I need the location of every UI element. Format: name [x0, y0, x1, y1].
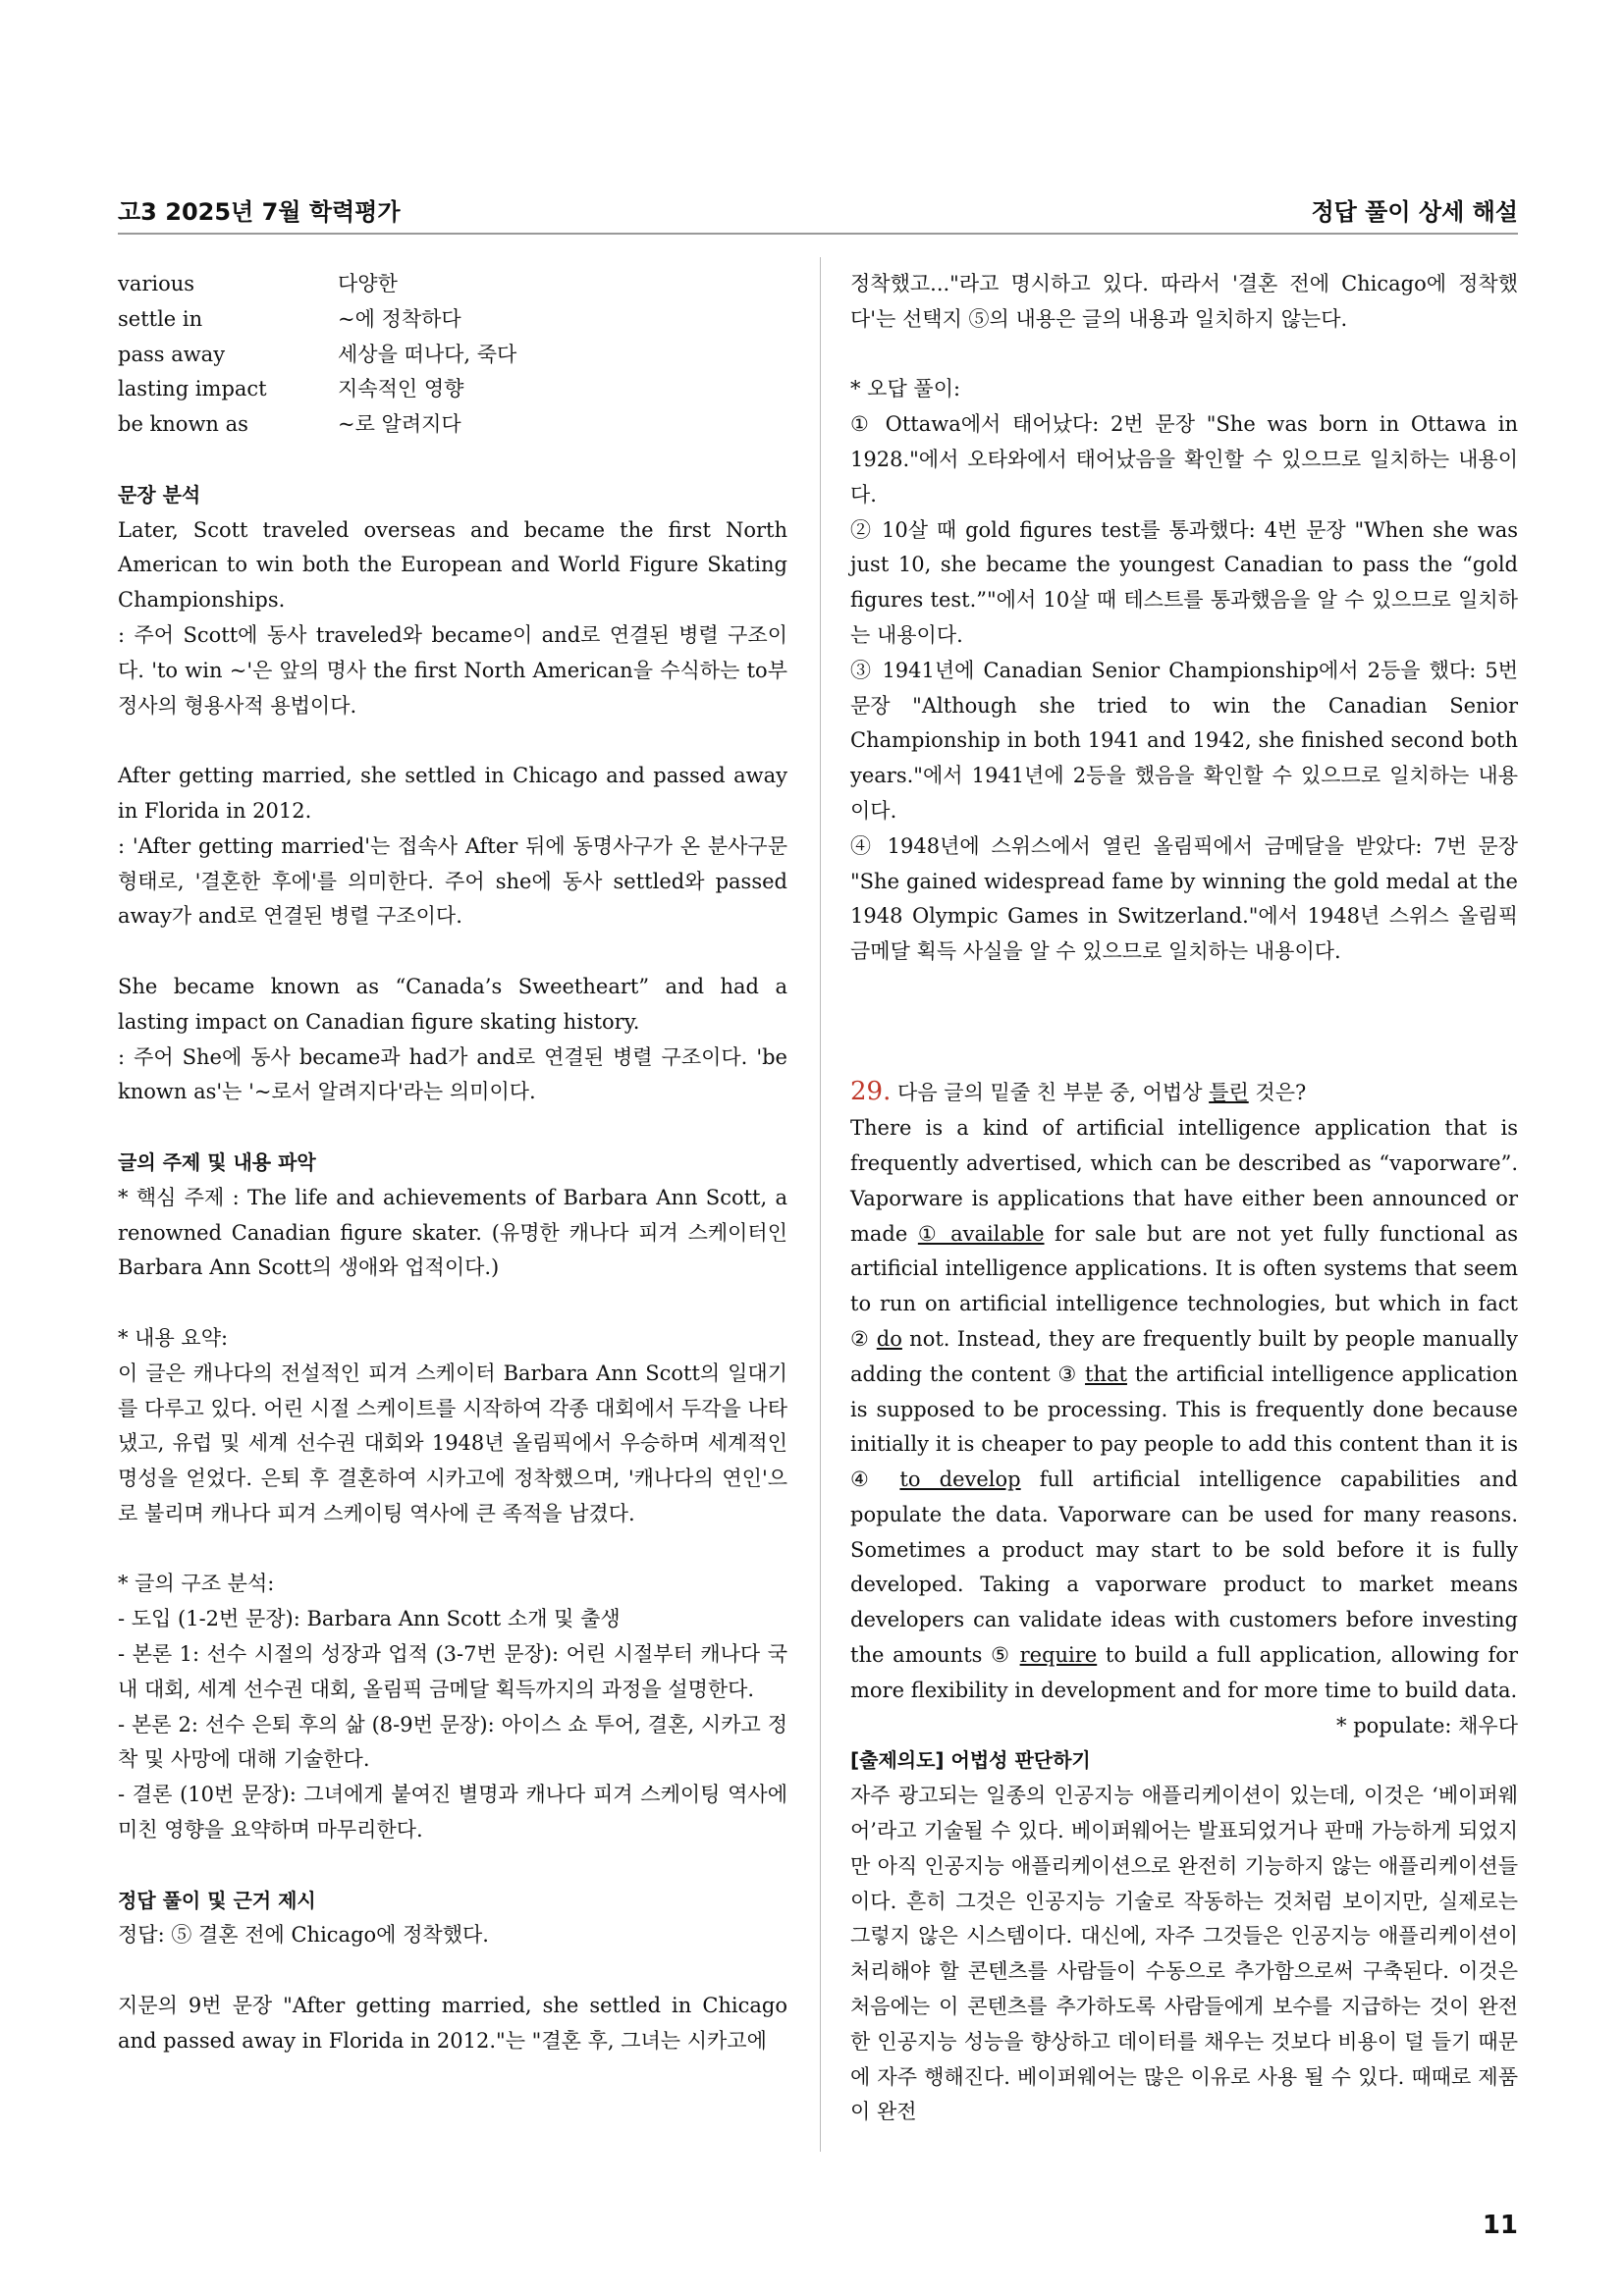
wrong-answer-item: ③ 1941년에 Canadian Senior Championship에서 2등을 했다: 5번 문장 "Although she tried to win the Canadian Senior Championship in both 1941 and 1942, she finished second both years."에서 1941년에 2등을 했음을 확인할 수 있으므로 일치하는 내용이다.	[850, 658, 1518, 823]
analysis-note: : 'After getting married'는 접속사 After 뒤에 동명사구가 온 분사구문 형태로, '결혼한 후에'를 의미한다. 주어 she에 동사 settled와 passed away가 and로 연결된 병렬 구조이다.	[118, 833, 787, 929]
vocab-meaning: 다양한	[338, 272, 398, 295]
passage-text: the artificial intelligence application is supposed to be processing. This is frequently done because initially it is cheaper to pay people to add this content than it is ④	[850, 1362, 1518, 1492]
column-divider	[820, 257, 821, 2152]
passage-text: for sale but are not yet fully functional as artificial intelligence applications. It is often systems that seem to run on artificial intelligence technologies, but which in fact ②	[850, 1221, 1518, 1351]
answer-explanation-continued: 정착했고..."라고 명시하고 있다. 따라서 '결혼 전에 Chicago에 정착했다'는 선택지 ⑤의 내용은 글의 내용과 일치하지 않는다.	[850, 272, 1518, 331]
vocab-meaning: 세상을 떠나다, 죽다	[338, 342, 517, 366]
core-theme: * 핵심 주제 : The life and achievements of Barbara Ann Scott, a renowned Canadian figure skater. (유명한 캐나다 피겨 스케이터인 Barbara Ann Scott의 생애와 업적이다.)	[118, 1185, 787, 1280]
question-prompt-emphasis: 틀린	[1209, 1081, 1249, 1105]
analysis-note: : 주어 She에 동사 became과 had가 and로 연결된 병렬 구조이다. 'be known as'는 '~로서 알려지다'라는 의미이다.	[118, 1044, 787, 1104]
analysis-note: : 주어 Scott에 동사 traveled와 became이 and로 연결된 병렬 구조이다. 'to win ~'은 앞의 명사 the first North American을 수식하는 to부정사의 형용사적 용법이다.	[118, 622, 787, 718]
underlined-choice-4: to develop	[899, 1468, 1021, 1492]
question-29-prompt	[850, 1075, 1518, 1111]
underlined-choice-1: ① available	[917, 1221, 1045, 1246]
translation-text: 자주 광고되는 일종의 인공지능 애플리케이션이 있는데, 이것은 ‘베이퍼웨어’라고 기술될 수 있다. 베이퍼웨어는 발표되었거나 판매 가능하게 되었지만 아직 인공지능 애플리케이션으로 완전히 기능하지 않는 애플리케이션들이다. 흔히 그것은 인공지능 기술로 작동하는 것처럼 보이지만, 실제로는 그렇지 않은 시스템이다. 대신에, 자주 그것들은 인공지능 애플리케이션이 처리해야 할 콘텐츠를 사람들이 수동으로 추가함으로써 구축된다. 이것은 처음에는 이 콘텐츠를 추가하도록 사람들에게 보수를 지급하는 것이 완전한 인공지능 성능을 향상하고 데이터를 채우는 것보다 비용이 덜 들기 때문에 자주 행해진다. 베이퍼웨어는 많은 이유로 사용 될 수 있다. 때때로 제품이 완전	[850, 1784, 1518, 2124]
vocab-item	[118, 372, 787, 407]
question-prompt-text: 것은?	[1248, 1081, 1307, 1105]
structure-item: - 도입 (1-2번 문장): Barbara Ann Scott 소개 및 출생	[118, 1607, 621, 1631]
vocab-item	[118, 407, 787, 443]
vocab-item	[118, 267, 787, 302]
question-prompt-text: 다음 글의 밑줄 친 부분 중, 어법상	[891, 1081, 1210, 1105]
document-title: 고3 2025년 7월 학력평가	[118, 198, 401, 226]
passage-text: There is a kind of artificial intelligence application that is frequently advertised, which can be described as “vaporware”. Vaporware is applications that have either been announced or made	[850, 1116, 1518, 1246]
sentence-analysis-heading: 문장 분석	[118, 482, 201, 507]
passage-text: full artificial intelligence capabilities and populate the data. Vaporware can be used for many reasons. Sometimes a product may start to be sold before it is fully developed. Taking a vaporware product to market means developers can validate ideas with customers before investing the amounts ⑤	[850, 1468, 1518, 1668]
underlined-choice-3: that	[1085, 1362, 1127, 1386]
right-column	[850, 267, 1518, 2130]
wrong-answer-item: ② 10살 때 gold figures test를 통과했다: 4번 문장 "When she was just 10, she became the youngest Canadian to pass the “gold figures test.”"에서 10살 때 테스트를 통과했음을 알 수 있으므로 일치하는 내용이다.	[850, 517, 1518, 647]
vocab-term: be known as	[118, 412, 248, 437]
vocab-meaning: 지속적인 영향	[338, 377, 464, 401]
answer-line: 정답: ⑤ 결혼 전에 Chicago에 정착했다.	[118, 1923, 489, 1948]
vocab-item	[118, 338, 787, 373]
answer-heading: 정답 풀이 및 근거 제시	[118, 1888, 316, 1912]
footnote: * populate: 채우다	[1336, 1713, 1518, 1737]
structure-item: - 본론 1: 선수 시절의 성장과 업적 (3-7번 문장): 어린 시절부터 캐나다 국내 대회, 세계 선수권 대회, 올림픽 금메달 획득까지의 과정을 설명한다.	[118, 1642, 787, 1701]
vocab-term: pass away	[118, 342, 226, 366]
summary-label: * 내용 요약:	[118, 1325, 229, 1350]
wrong-answer-label: * 오답 풀이:	[850, 377, 961, 401]
document-subtitle: 정답 풀이 상세 해설	[1311, 198, 1518, 226]
vocab-term: settle in	[118, 306, 203, 331]
answer-explanation: 지문의 9번 문장 "After getting married, she settled in Chicago and passed away in Florida in 2012."는 "결혼 후, 그녀는 시카고에	[118, 1994, 787, 2053]
wrong-answer-item: ① Ottawa에서 태어났다: 2번 문장 "She was born in Ottawa in 1928."에서 오타와에서 태어났음을 확인할 수 있으므로 일치하는 내용이다.	[850, 412, 1518, 507]
passage-text: not. Instead, they are frequently built by people manually adding the content ③	[850, 1326, 1518, 1386]
question-number: 29.	[850, 1077, 892, 1107]
theme-heading: 글의 주제 및 내용 파악	[118, 1149, 316, 1174]
summary-text: 이 글은 캐나다의 전설적인 피겨 스케이터 Barbara Ann Scott의 일대기를 다루고 있다. 어린 시절 스케이트를 시작하여 각종 대회에서 두각을 나타냈고, 유럽 및 세계 선수권 대회와 1948년 올림픽에서 우승하며 세계적인 명성을 얻었다. 은퇴 후 결혼하여 시카고에 정착했으며, '캐나다의 연인'으로 불리며 캐나다 피겨 스케이팅 역사에 큰 족적을 남겼다.	[118, 1361, 788, 1525]
structure-item: - 결론 (10번 문장): 그녀에게 붙여진 별명과 캐나다 피겨 스케이팅 역사에 미친 영향을 요약하며 마무리한다.	[118, 1783, 787, 1842]
vocab-item	[118, 302, 787, 338]
analysis-sentence: After getting married, she settled in Chicago and passed away in Florida in 2012.	[118, 764, 787, 823]
vocab-term: various	[118, 272, 195, 295]
analysis-sentence: Later, Scott traveled overseas and became the first North American to win both the European and World Figure Skating Championships.	[118, 517, 787, 613]
structure-label: * 글의 구조 분석:	[118, 1572, 275, 1596]
vocab-meaning: ~로 알려지다	[338, 412, 461, 437]
intent-heading: [출제의도] 어법성 판단하기	[850, 1748, 1091, 1773]
passage-text: to build a full application, allowing for more flexibility in development and for more time to build data.	[850, 1643, 1518, 1702]
underlined-choice-5: require	[1019, 1643, 1098, 1668]
page-number: 11	[1482, 2211, 1518, 2240]
left-column	[118, 267, 787, 2059]
vocab-term: lasting impact	[118, 377, 267, 401]
analysis-sentence: She became known as “Canada’s Sweetheart” and had a lasting impact on Canadian figure skating history.	[118, 974, 787, 1034]
vocab-list	[118, 267, 787, 443]
question-passage	[850, 1111, 1518, 1709]
structure-item: - 본론 2: 선수 은퇴 후의 삶 (8-9번 문장): 아이스 쇼 투어, 결혼, 시카고 정착 및 사망에 대해 기술한다.	[118, 1712, 787, 1772]
vocab-meaning: ~에 정착하다	[338, 306, 461, 331]
wrong-answer-item: ④ 1948년에 스위스에서 열린 올림픽에서 금메달을 받았다: 7번 문장 "She gained widespread fame by winning the gold medal at the 1948 Olympic Games in Switzerland."에서 1948년 스위스 올림픽 금메달 획득 사실을 알 수 있으므로 일치하는 내용이다.	[850, 833, 1518, 964]
underlined-choice-2: do	[876, 1326, 902, 1351]
header-divider	[118, 233, 1518, 235]
